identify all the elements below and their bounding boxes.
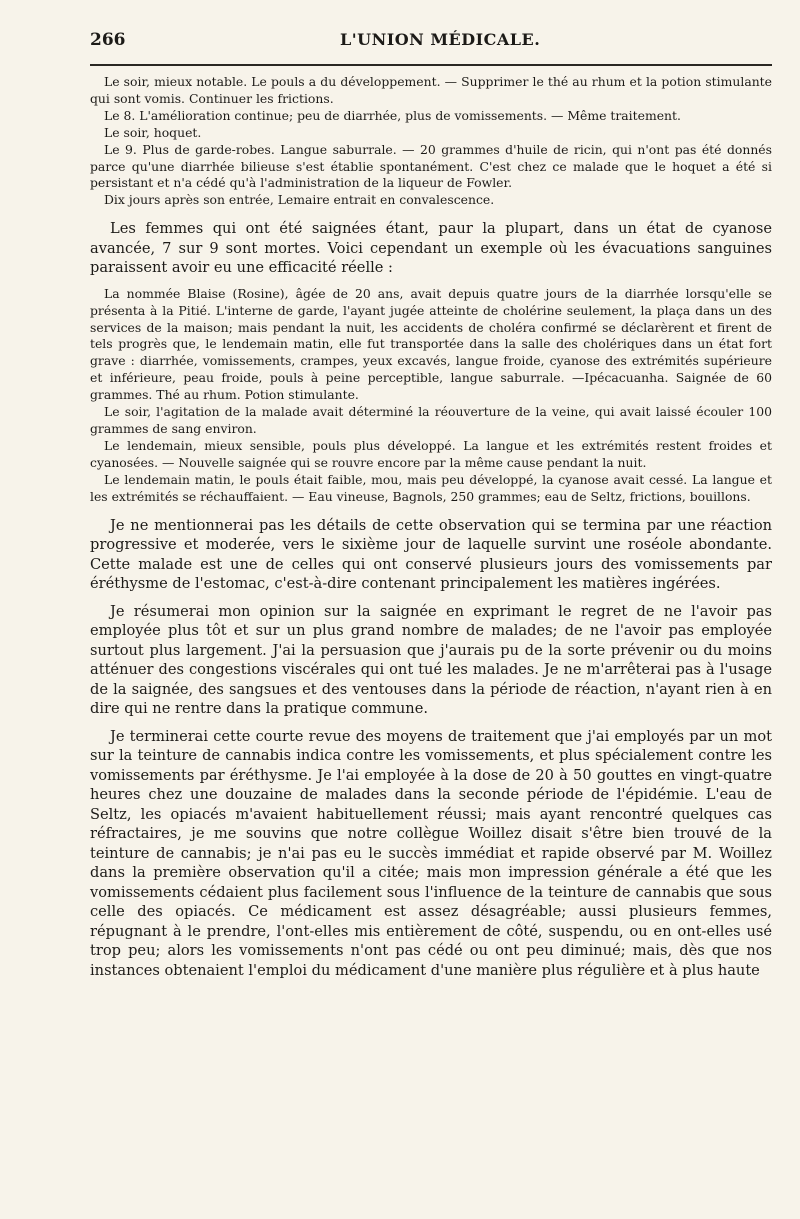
case-note: Le soir, l'agitation de la malade avait déterminé la réouverture de la veine, qui avait laissé écouler 100 grammes de sang environ. [90, 404, 772, 436]
case-note: Le 8. L'amélioration continue; peu de diarrhée, plus de vomissements. — Même traitement. [104, 107, 681, 123]
paragraph-text: Je ne mentionnerai pas les détails de cette observation qui se termina par une réaction progressive et moderée, vers le sixième jour de laquelle survint une roséole abondante. Cette malade est une de celles qui ont conservé plusieurs jours des vomissements par éréthysme de l'estomac, c'est-à-dire contenant principalement les matières ingérées. [90, 516, 772, 593]
page-header [90, 30, 772, 66]
paragraph-text: Je résumerai mon opinion sur la saignée en exprimant le regret de ne l'avoir pas employée plus tôt et sur un plus grand nombre de malades; de ne l'avoir pas employée surtout plus largement. J'ai la persuasion que j'aurais pu de la sorte prévenir ou du moins atténuer des congestions viscérales qui ont tué les malades. Je ne m'arrêterai pas à l'usage de la saignée, des sangsues et des ventouses dans la période de réaction, n'ayant rien à en dire qui ne rentre dans la pratique commune. [90, 602, 772, 718]
case-note: Le lendemain matin, le pouls était faible, mou, mais peu développé, la cyanose avait cessé. La langue et les extrémités se réchauffaient. — Eau vineuse, Bagnols, 250 grammes; eau de Seltz, frictions, bouillons. [90, 471, 772, 504]
case-note: Le soir, hoquet. [104, 124, 202, 140]
case-notes-blaise [90, 286, 772, 506]
paragraph-text: Je terminerai cette courte revue des moyens de traitement que j'ai employés par un mot sur la teinture de cannabis indica contre les vomissements, et plus spécialement contre les vomissements par éréthysme. Je l'ai employée à la dose de 20 à 50 gouttes en vingt-quatre heures chez une douzaine de malades dans la seconde période de l'épidémie. L'eau de Seltz, les opiacés m'avaient habituellement réussi; mais ayant rencontré quelques cas réfractaires, je me souvins que notre collègue Woillez disait s'être bien trouvé de la teinture de cannabis; je n'ai pas eu le succès immédiat et rapide observé par M. Woillez dans la première observation qu'il a citée; mais mon impression générale a été que les vomissements cédaient plus facilement sous l'influence de la teinture de cannabis que sous celle des opiacés. Ce médicament est assez désagréable; aussi plusieurs femmes, répugnant à le prendre, l'ont-elles mis entièrement de côté, suspendu, ou en ont-elles usé trop peu; alors les vomissements n'ont pas cédé ou ont peu diminué; mais, dès que nos instances obtenaient l'emploi du médicament d'une manière plus régulière et à plus haute [90, 727, 772, 979]
case-note: Le 9. Plus de garde-robes. Langue saburrale. — 20 grammes d'huile de ricin, qui n'ont pas été donnés parce qu'une diarrhée bilieuse s'est établie spontanément. C'est chez ce malade que le hoquet a été si persistant et n'a cédé qu'à l'administration de la liqueur de Fowler. [90, 141, 772, 191]
case-notes-lemaire [90, 74, 772, 209]
running-title: L'UNION MÉDICALE. [340, 30, 541, 49]
case-note: Dix jours après son entrée, Lemaire entrait en convalescence. [104, 192, 495, 208]
body-text [90, 516, 772, 981]
case-note: Le lendemain, mieux sensible, pouls plus développé. La langue et les extrémités restent froides et cyanosées. — Nouvelle saignée qui se rouvre encore par la même cause pendant la nuit. [90, 437, 772, 470]
body-paragraph-1 [90, 219, 772, 278]
paragraph-text: Les femmes qui ont été saignées étant, paur la plupart, dans un état de cyanose avancée, 7 sur 9 sont mortes. Voici cependant un exemple où les évacuations sanguines paraissent avoir eu une efficacité réelle : [90, 220, 772, 277]
page [90, 30, 772, 988]
case-note: La nommée Blaise (Rosine), âgée de 20 ans, avait depuis quatre jours de la diarrhée lorsqu'elle se présenta à la Pitié. L'interne de garde, l'ayant jugée atteinte de cholérine seulement, la plaça dans un des services de la maison; mais pendant la nuit, les accidents de choléra confirmé se déclarèrent et firent de tels progrès que, le lendemain matin, elle fut transportée dans la salle des cholériques dans un état fort grave : diarrhée, vomissements, crampes, yeux excavés, langue froide, cyanose des extrémités supérieure et inférieure, peau froide, pouls à peine perceptible, langue saburrale. —Ipécacuanha. Saignée de 60 grammes. Thé au rhum. Potion stimulante. [90, 285, 772, 403]
case-note: Le soir, mieux notable. Le pouls a du développement. — Supprimer le thé au rhum et la potion stimulante qui sont vomis. Continuer les frictions. [90, 74, 772, 106]
page-number: 266 [90, 30, 126, 50]
